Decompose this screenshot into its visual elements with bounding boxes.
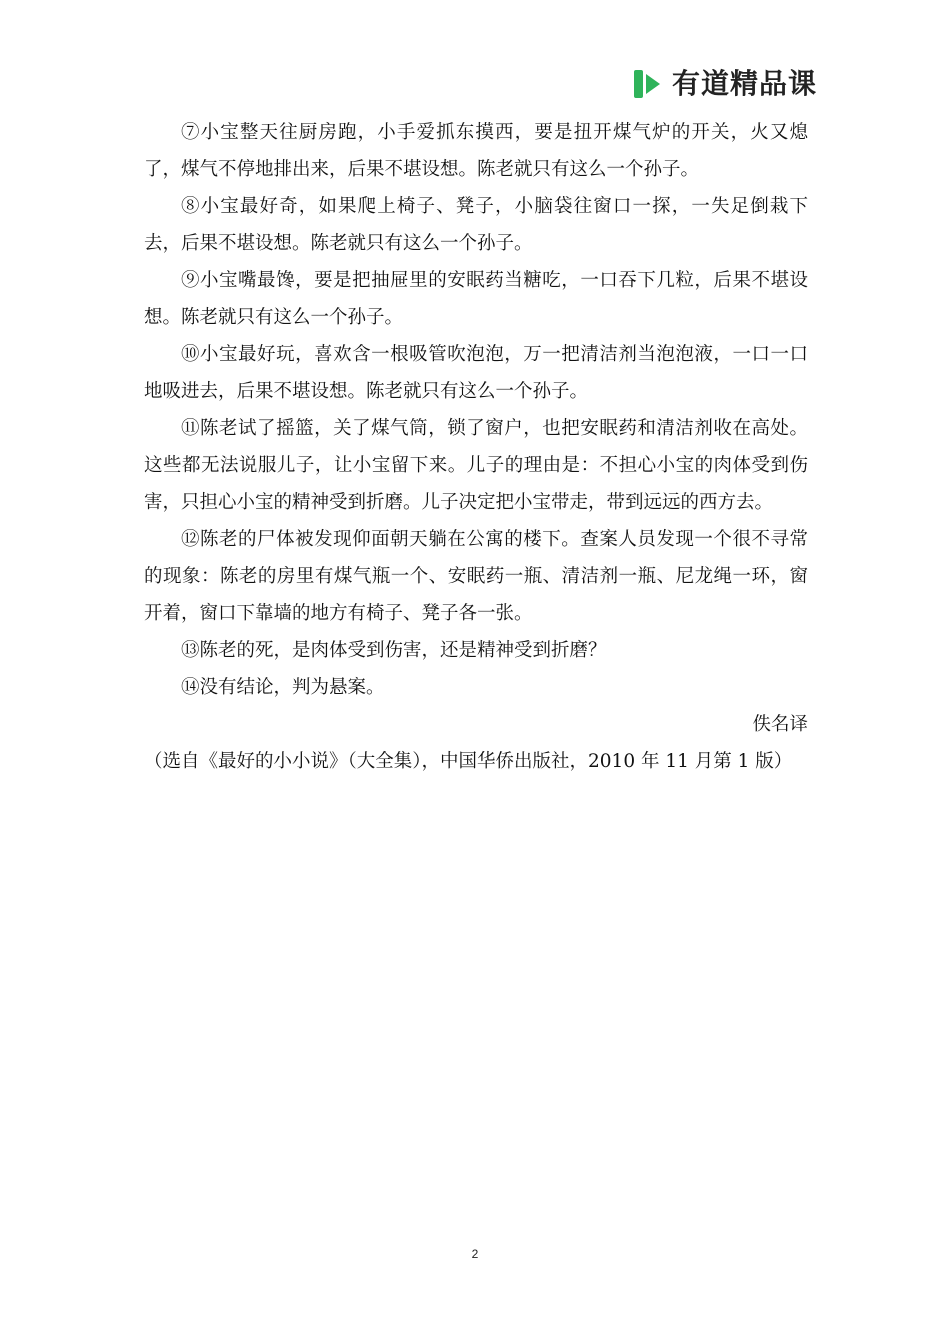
paragraph-8: ⑧小宝最好奇，如果爬上椅子、凳子，小脑袋往窗口一探，一失足倒栽下去，后果不堪设想。陈老就只有这么一个孙子。 xyxy=(144,196,808,254)
paragraph-9: ⑨小宝嘴最馋，要是把抽屉里的安眠药当糖吃，一口吞下几粒，后果不堪设想。陈老就只有这么一个孙子。 xyxy=(144,270,808,328)
brand-logo xyxy=(634,66,817,102)
play-icon xyxy=(634,68,664,100)
logo-text: 有道精品课 xyxy=(672,67,818,100)
document-body xyxy=(144,114,808,780)
paragraph-10: ⑩小宝最好玩，喜欢含一根吸管吹泡泡，万一把清洁剂当泡泡液，一口一口地吸进去，后果不堪设想。陈老就只有这么一个孙子。 xyxy=(144,344,808,402)
paragraph-11: ⑪陈老试了摇篮，关了煤气筒，锁了窗户，也把安眠药和清洁剂收在高处。这些都无法说服儿子，让小宝留下来。儿子的理由是：不担心小宝的肉体受到伤害，只担心小宝的精神受到折磨。儿子决定把小宝带走，带到远远的西方去。 xyxy=(144,418,808,513)
paragraph-14: ⑭没有结论，判为悬案。 xyxy=(181,677,385,698)
paragraph-13: ⑬陈老的死，是肉体受到伤害，还是精神受到折磨？ xyxy=(181,640,607,661)
source-citation: （选自《最好的小小说》（大全集），中国华侨出版社，2010 年 11 月第 1 版） xyxy=(144,751,793,772)
paragraph-7: ⑦小宝整天往厨房跑，小手爱抓东摸西，要是扭开煤气炉的开关，火又熄了，煤气不停地排出来，后果不堪设想。陈老就只有这么一个孙子。 xyxy=(144,122,808,180)
paragraph-12: ⑫陈老的尸体被发现仰面朝天躺在公寓的楼下。查案人员发现一个很不寻常的现象：陈老的房里有煤气瓶一个、安眠药一瓶、清洁剂一瓶、尼龙绳一环，窗开着，窗口下靠墙的地方有椅子、凳子各一张。 xyxy=(144,529,808,624)
translator-credit: 佚名译 xyxy=(752,714,808,735)
page-number: 2 xyxy=(471,1247,479,1261)
